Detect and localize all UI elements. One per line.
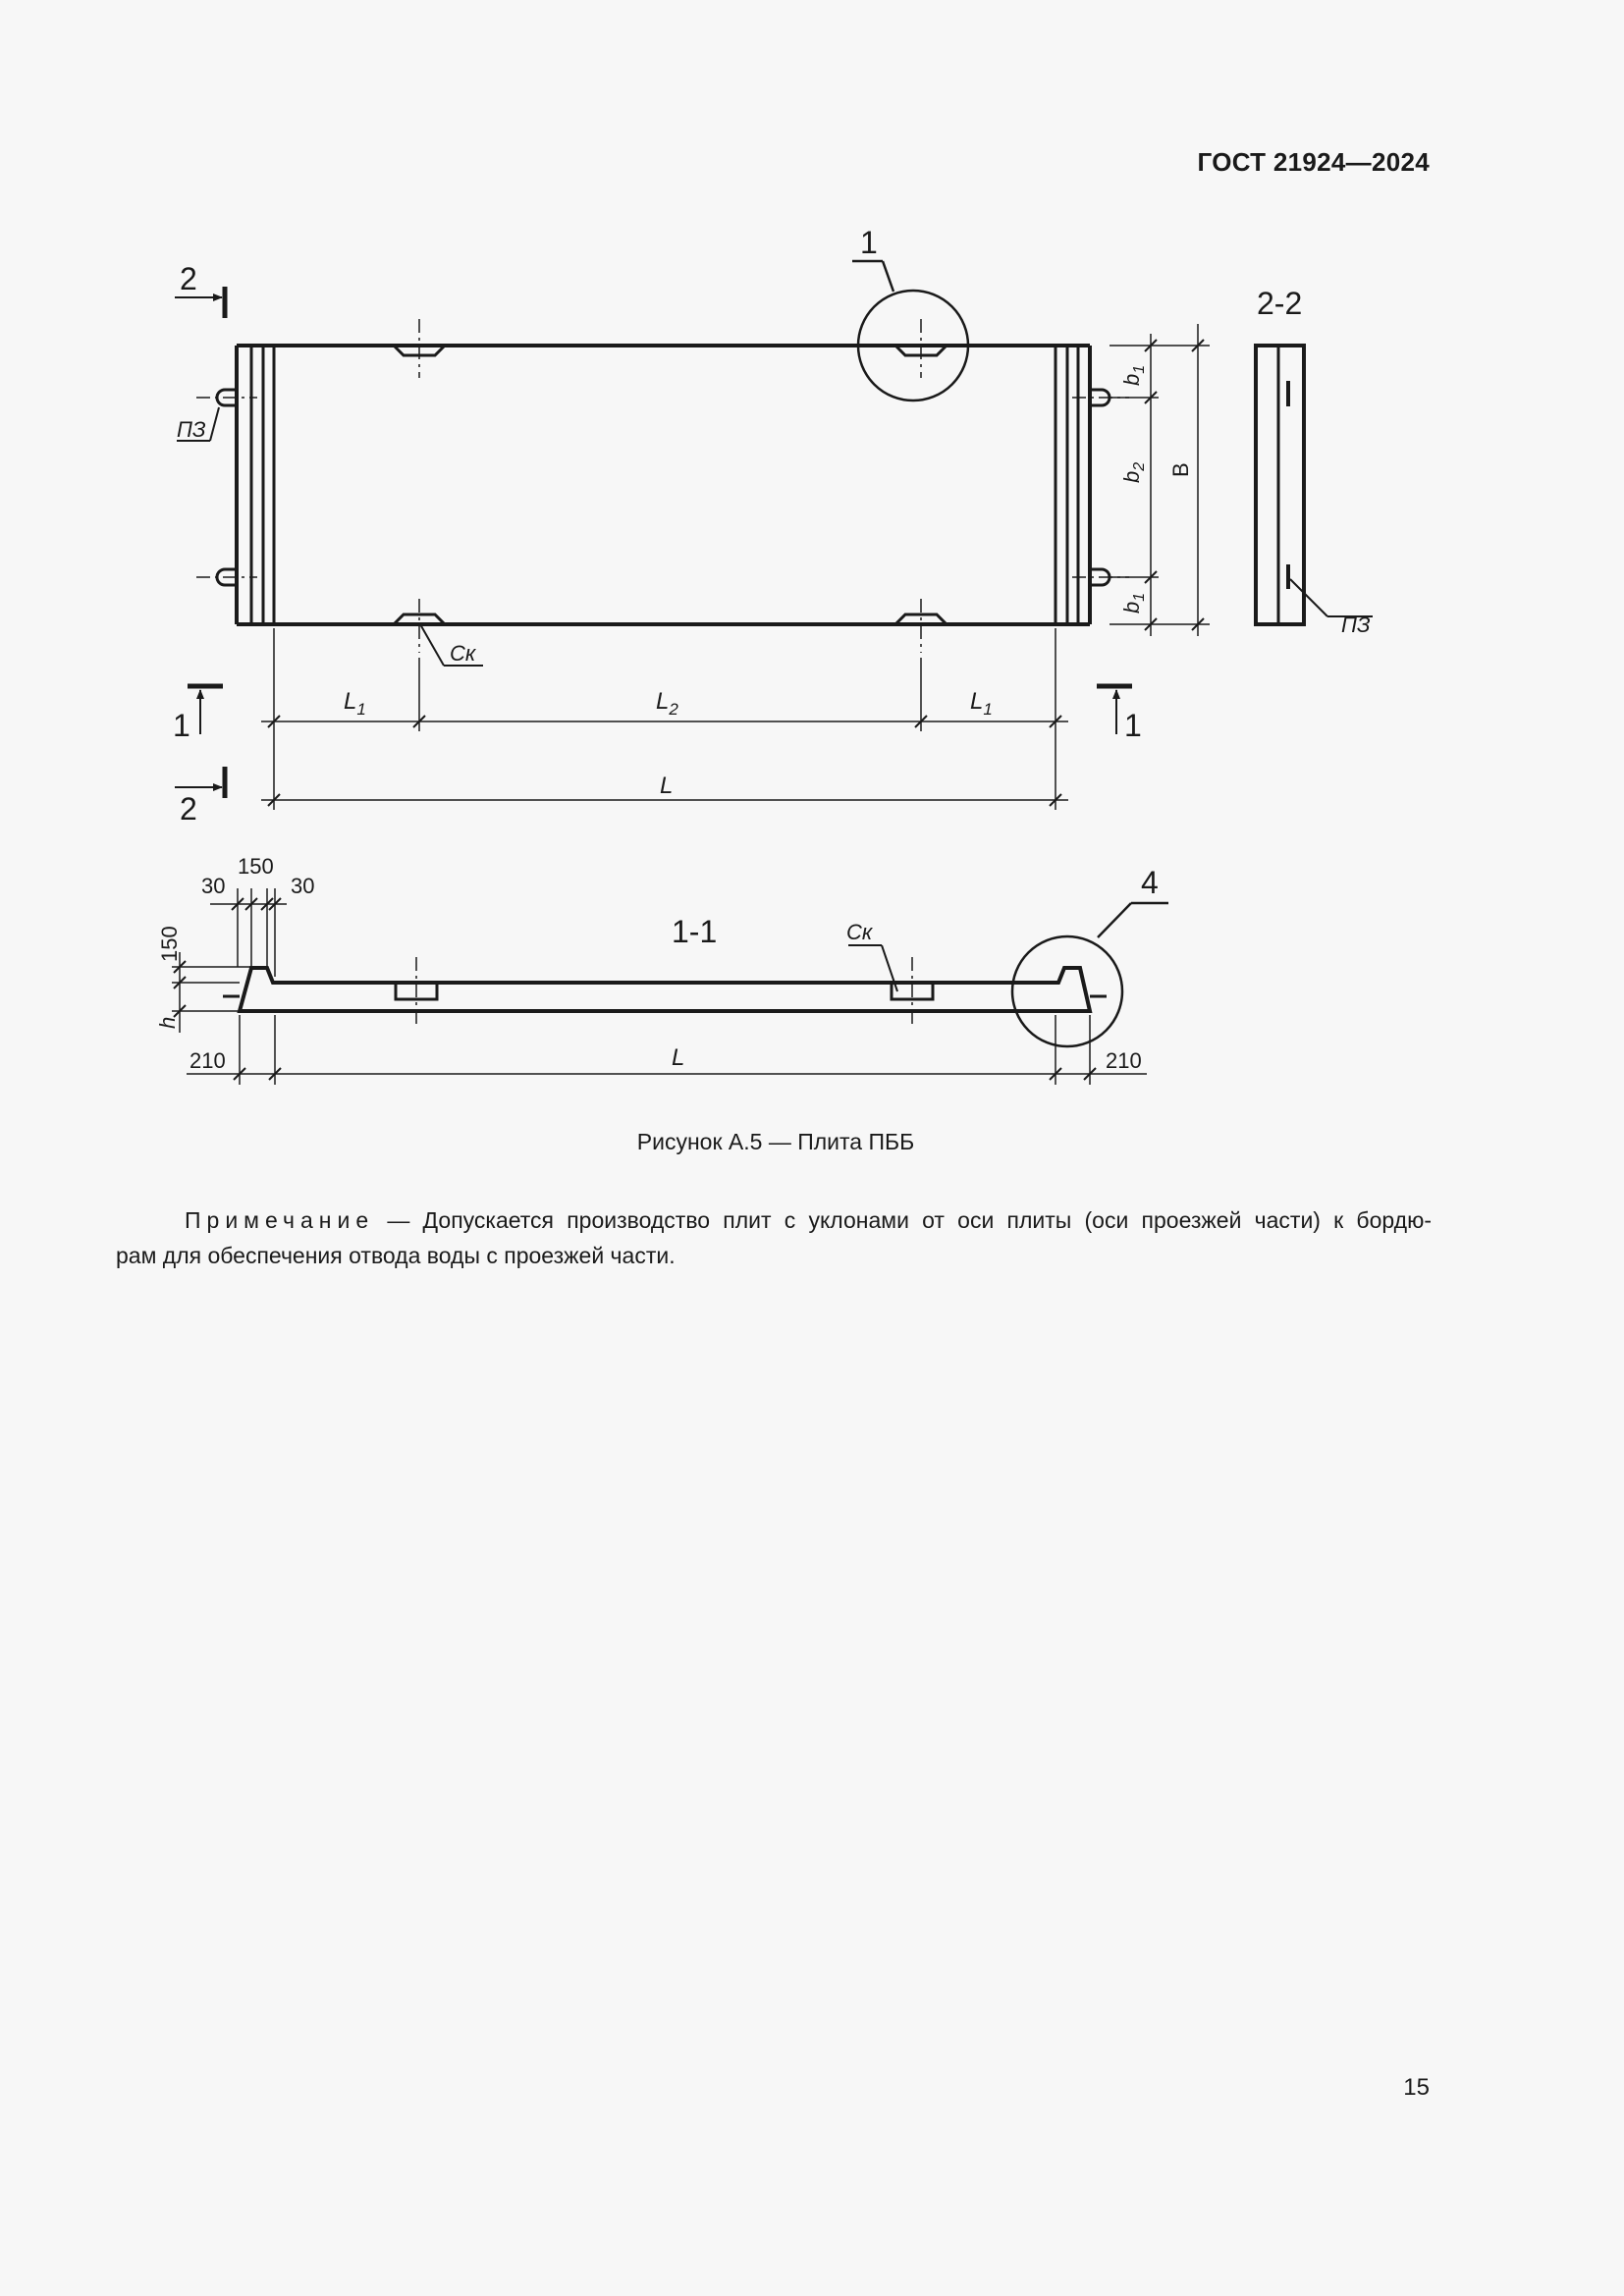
label-sk-plan: Ск: [450, 641, 476, 666]
section-mark-1-left: 1: [173, 708, 190, 743]
plan-view: [177, 261, 1129, 666]
dim-b: B: [1168, 462, 1193, 477]
page-number: 15: [1403, 2074, 1430, 2101]
note-label: Примечание: [185, 1207, 375, 1233]
document-code: ГОСТ 21924—2024: [1197, 147, 1430, 177]
dim-150-vertical: 150: [157, 926, 182, 962]
figure-caption: Рисунок А.5 — Плита ПББ: [636, 1129, 915, 1154]
label-pz-section: ПЗ: [1341, 613, 1371, 637]
dim-30-right: 30: [291, 874, 315, 898]
section-dimensions: [172, 888, 1147, 1085]
section-2-2-view: [1256, 346, 1373, 624]
dim-l2: $L_2$: [656, 688, 678, 719]
detail-callout-1: 1: [860, 225, 878, 260]
dim-b2: $b_2$: [1119, 461, 1148, 483]
dim-150-top: 150: [238, 854, 274, 879]
dim-210-right: 210: [1106, 1048, 1142, 1073]
dim-l1-left: $L_1$: [344, 688, 366, 719]
note-paragraph: [116, 1202, 1432, 1273]
dim-l1-right: $L_1$: [970, 688, 993, 719]
dim-210-left: 210: [189, 1048, 226, 1073]
note-line-1: — Допускается производство плит с уклонами от оси плиты (оси проезжей части) к бордю-: [374, 1207, 1432, 1233]
technical-drawing: [0, 0, 1624, 1129]
dim-l-plan: L: [660, 773, 674, 799]
detail-callout-4: 4: [1141, 865, 1159, 900]
section-title-2-2: 2-2: [1257, 286, 1303, 321]
label-pz-plan: ПЗ: [177, 417, 206, 442]
dim-h: h: [155, 1016, 180, 1029]
section-mark-2-bottom: 2: [180, 791, 197, 827]
dim-l-section: L: [672, 1044, 685, 1071]
section-mark-1-right: 1: [1124, 708, 1142, 743]
dim-30-left: 30: [201, 874, 226, 898]
section-mark-2-top: 2: [180, 261, 197, 296]
note-line-2: рам для обеспечения отвода воды с проезжей части.: [116, 1243, 676, 1268]
label-sk-section: Ск: [846, 920, 873, 944]
section-title-1-1: 1-1: [672, 914, 718, 949]
dim-b1-bottom: $b_1$: [1119, 592, 1148, 614]
dim-b1-top: $b_1$: [1119, 364, 1148, 386]
